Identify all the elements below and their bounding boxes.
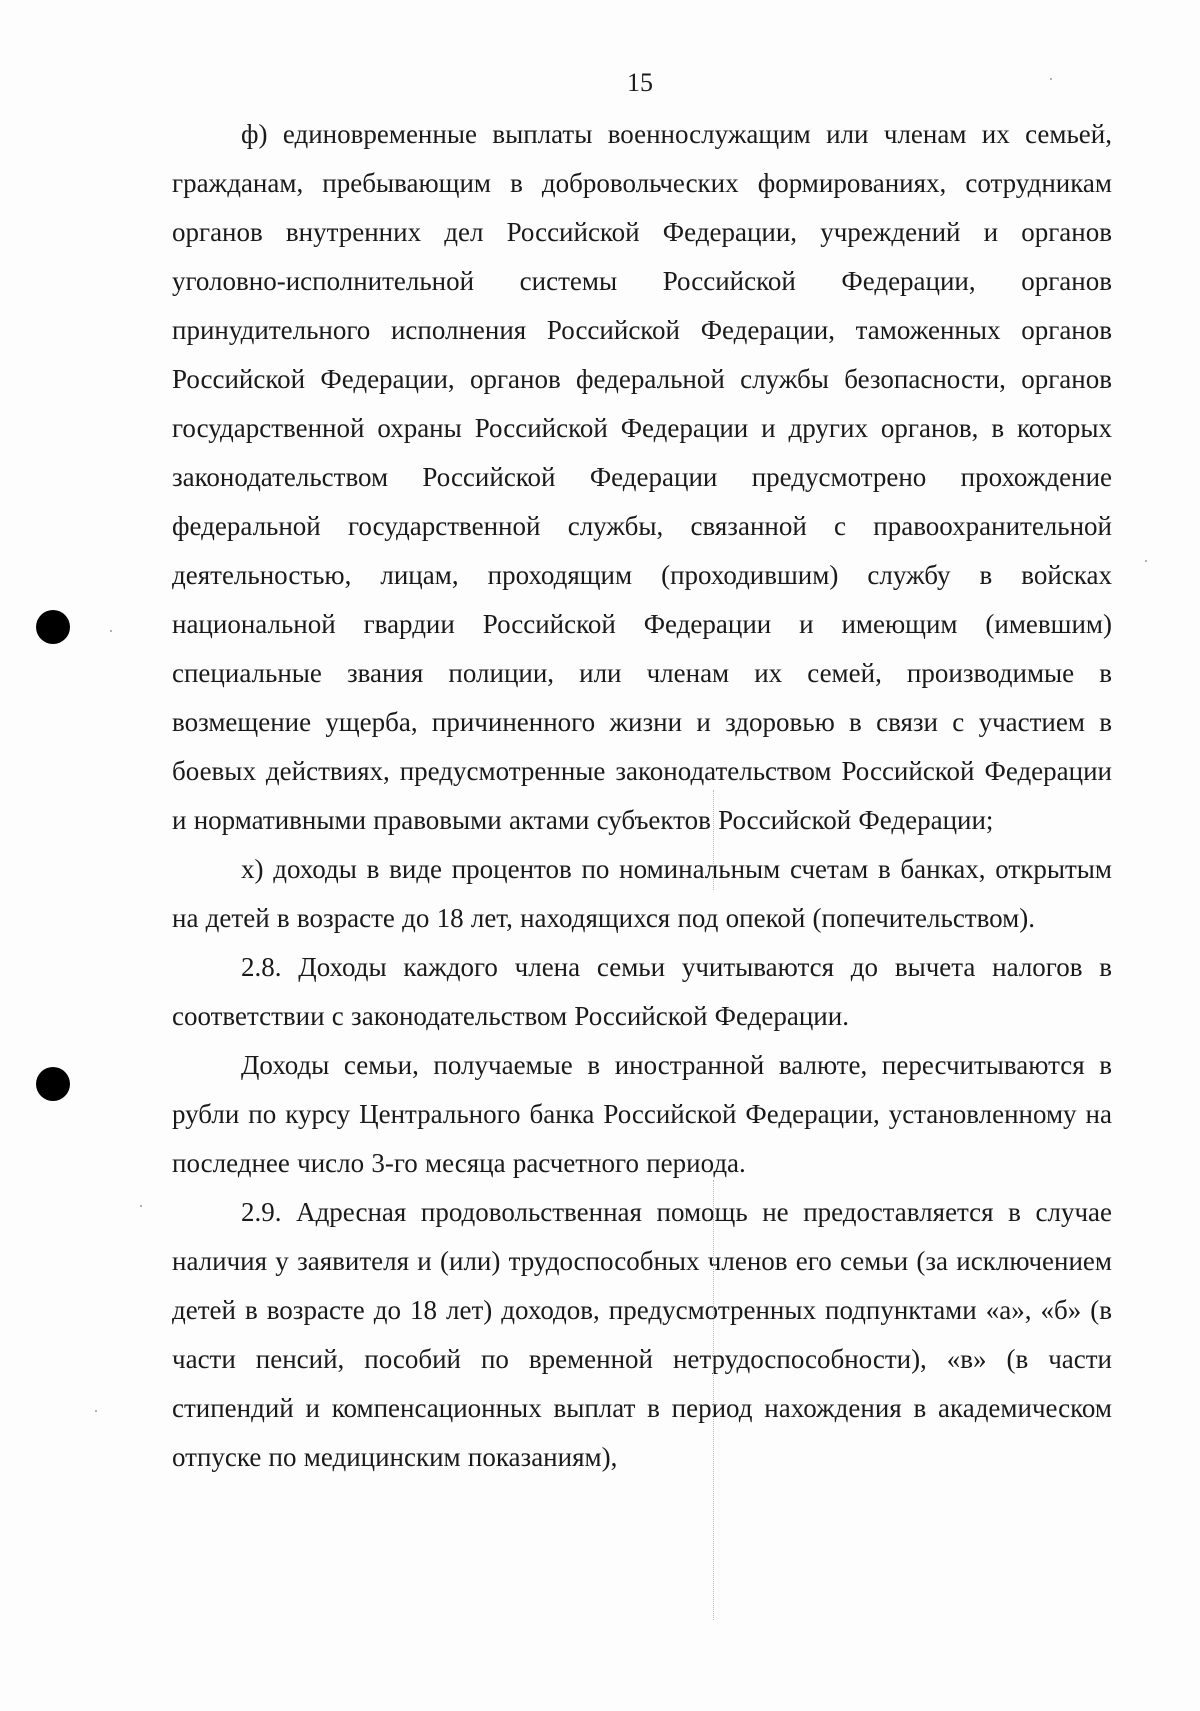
fold-line-lower [713, 1180, 714, 1620]
paragraph-subitem-kh: х) доходы в виде процентов по номинальным счетам в банках, открытым на детей в возрасте до 18 лет, находящихся под опекой (попечительством). [172, 854, 1112, 933]
punch-hole-top [36, 610, 70, 644]
scan-speck [140, 1205, 142, 1207]
scan-speck [1145, 560, 1147, 562]
paragraph-foreign-currency: Доходы семьи, получаемые в иностранной валюте, пересчитываются в рубли по курсу Центрального банка Российской Федерации, установленному на последнее число 3-го месяца расчетного периода. [172, 1050, 1112, 1178]
paragraph-2-8: 2.8. Доходы каждого члена семьи учитываются до вычета налогов в соответствии с законодательством Российской Федерации. [172, 952, 1112, 1031]
scan-speck [110, 630, 112, 632]
paragraph-subitem-f: ф) единовременные выплаты военнослужащим или членам их семьей, гражданам, пребывающим в добровольческих формированиях, сотрудникам органов внутренних дел Российской Федерации, учреждений и органов уголовно-исполнительной системы Российской Федерации, органов принудительного исполнения Российской Федерации, таможенных органов Российской Федерации, органов федеральной службы безопасности, органов государственной охраны Российской Федерации и других органов, в которых законодательством Российской Федерации предусмотрено прохождение федеральной государственной службы, связанной с правоохранительной деятельностью, лицам, проходящим (проходившим) службу в войсках национальной гвардии Российской Федерации и имеющим (имевшим) специальные звания полиции, или членам их семей, производимые в возмещение ущерба, причиненного жизни и здоровью в связи с участием в боевых действиях, предусмотренные законодательством Российской Федерации и нормативными правовыми актами субъектов Российской Федерации; [172, 119, 1112, 835]
punch-hole-bottom [36, 1067, 70, 1101]
page-number: 15 [627, 68, 653, 97]
fold-line-upper [713, 790, 714, 890]
document-body [172, 110, 1112, 1482]
scan-speck [1050, 78, 1052, 80]
scan-speck [95, 1410, 97, 1412]
paragraph-2-9: 2.9. Адресная продовольственная помощь не предоставляется в случае наличия у заявителя и (или) трудоспособных членов его семьи (за исключением детей в возрасте до 18 лет) доходов, предусмотренных подпунктами «а», «б» (в части пенсий, пособий по временной нетрудоспособности), «в» (в части стипендий и компенсационных выплат в период нахождения в академическом отпуске по медицинским показаниям), [172, 1197, 1112, 1472]
